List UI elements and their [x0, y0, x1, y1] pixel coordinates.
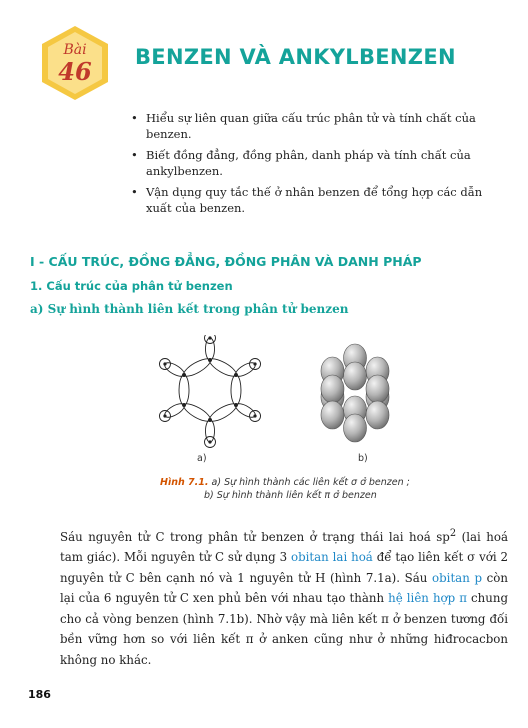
text-run: để tạo liên kết σ với 2 nguyên tử C bên cạnh nó và 1 nguyên tử H (hình 7.1a). Sáu [60, 550, 508, 585]
objective-text: Biết đồng đẳng, đồng phân, danh pháp và tính chất của ankylbenzen. [146, 148, 471, 178]
keyword-conjugated-system: hệ liên hợp π [388, 591, 467, 606]
bullet-icon: • [131, 111, 138, 125]
lesson-badge [40, 24, 110, 102]
carbon-nucleus [208, 358, 212, 362]
p-orbital-lower-lobe [321, 375, 344, 403]
carbon-nucleus [182, 373, 186, 377]
bullet-icon: • [131, 185, 138, 199]
objective-item [128, 147, 508, 179]
figure-caption [160, 476, 440, 502]
text-run: còn lại của 6 nguyên tử C xen phủ bên với nhau tạo thành [60, 570, 508, 606]
p-orbital-lower-lobe [321, 401, 344, 429]
sigma-bond-lobe [231, 375, 241, 405]
sigma-bond-diagram [159, 335, 260, 448]
lesson-title: BENZEN VÀ ANKYLBENZEN [135, 45, 456, 69]
figure-label-a: a) [197, 453, 207, 464]
caption-line-2: b) Sự hình thành liên kết π ở benzen [204, 490, 377, 501]
c-h-bond-lobe [206, 420, 215, 442]
c-h-bond-lobe [206, 338, 215, 360]
figure-7-1 [150, 335, 410, 470]
sigma-bond-lobe [179, 375, 189, 405]
text-run: Sáu nguyên tử C trong phân tử benzen ở trạng thái lai hoá sp [60, 529, 450, 544]
pi-orbital-diagram [321, 344, 389, 442]
lesson-number: 46 [58, 57, 92, 86]
hydrogen-nucleus [163, 414, 166, 417]
text-run: chung cho cả vòng benzen (hình 7.1b). Nhờ vậy mà liên kết π ở benzen tương đối bền vững hơn so với liên kết π ở anken cũng như ở những hiđrocacbon không no khác. [60, 591, 508, 667]
hydrogen-nucleus [253, 414, 256, 417]
hydrogen-nucleus [253, 362, 256, 365]
superscript: 2 [449, 528, 457, 539]
objective-text: Hiểu sự liên quan giữa cấu trúc phân tử và tính chất của benzen. [146, 111, 476, 141]
p-orbital-lower-lobe [344, 362, 367, 390]
text-run: (lai hoá tam giác). Mỗi nguyên tử C sử dụng 3 [60, 529, 509, 565]
lesson-word: Bài [63, 42, 87, 58]
subsubsection-title: a) Sự hình thành liên kết trong phân tử benzen [30, 302, 349, 316]
carbon-nucleus [208, 418, 212, 422]
objective-item [128, 110, 508, 142]
objectives-list [128, 110, 508, 221]
caption-lead: Hình 7.1. [160, 477, 209, 488]
subsection-title: 1. Cấu trúc của phân tử benzen [30, 279, 233, 293]
carbon-nucleus [182, 403, 186, 407]
p-orbital-lower-lobe [366, 375, 389, 403]
hydrogen-nucleus [208, 336, 211, 339]
hydrogen-nucleus [163, 362, 166, 365]
benzene-orbital-diagram [150, 335, 410, 470]
p-orbital-lower-lobe [366, 401, 389, 429]
keyword-hybrid-orbital: obitan lai hoá [290, 550, 373, 565]
page-number: 186 [28, 688, 51, 701]
caption-line-1: a) Sự hình thành các liên kết σ ở benzen ; [211, 477, 410, 488]
carbon-nucleus [234, 403, 238, 407]
objective-text: Vận dụng quy tắc thế ở nhân benzen để tổng hợp các dẫn xuất của benzen. [146, 185, 483, 215]
keyword-p-orbital: obitan p [432, 570, 483, 585]
section-title: I - CẤU TRÚC, ĐỒNG ĐẲNG, ĐỒNG PHÂN VÀ DANH PHÁP [30, 254, 422, 269]
hydrogen-nucleus [208, 440, 211, 443]
bullet-icon: • [131, 148, 138, 162]
objective-item [128, 184, 508, 216]
body-paragraph [60, 524, 508, 670]
p-orbital-lower-lobe [344, 414, 367, 442]
figure-label-b: b) [358, 453, 368, 464]
carbon-nucleus [234, 373, 238, 377]
